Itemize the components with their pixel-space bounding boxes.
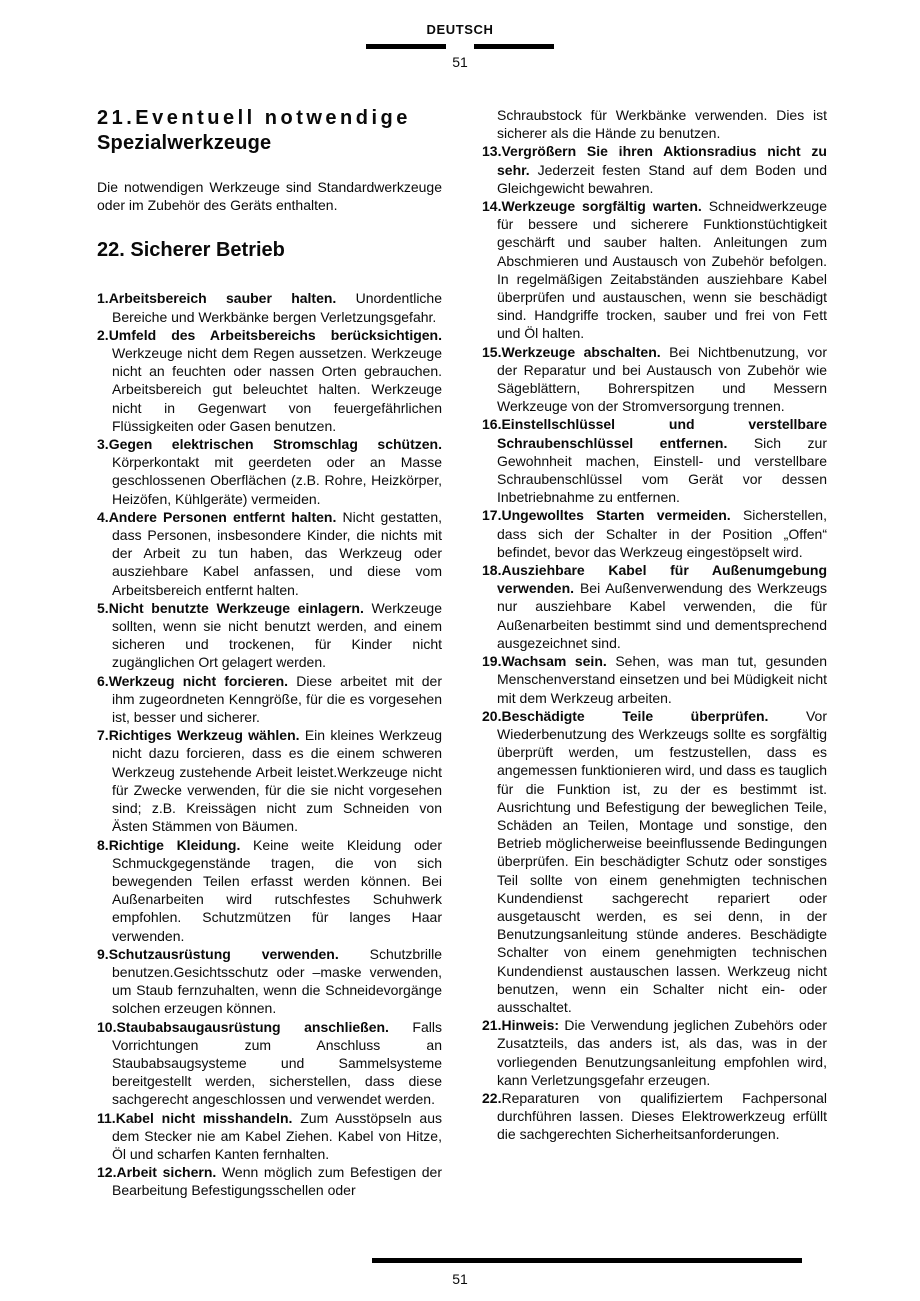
section-21-title-line2: Spezialwerkzeuge: [97, 132, 272, 154]
item-number: 10.: [97, 1018, 117, 1035]
item-text: Schneidwerkzeuge für bessere und sicherere Funktionstüchtigkeit geschärft und sauber halten. Anleitungen zum Abschmieren und Austausch von Zubehör befolgen. In regelmäßigen Zeitabständen ausziehbare Kabel überprüfen und austauschen, wenn sie beschädigt sind. Handgriffe trocken, sauber und frei von Fett und Öl halten.: [497, 198, 828, 342]
item-text: Sicherstellen, dass sich der Schalter in der Position „Offen“ befindet, bevor das Werkzeug eingestöpselt wird.: [497, 507, 827, 560]
item-lead: Arbeitsbereich sauber halten.: [108, 290, 337, 307]
item-lead: Ausziehbare Kabel für Außenumgebung verwenden.: [497, 562, 827, 597]
item-lead: Ungewolltes Starten vermeiden.: [501, 507, 731, 524]
item-text: Falls Vorrichtungen zum Anschluss an Staubabsaugsysteme und Sammelsysteme bereitgestellt werden, sicherstellen, dass diese sachgerecht angeschlossen und verwendet werden.: [112, 1018, 442, 1108]
item-number: 20.: [482, 707, 502, 724]
item-lead: Hinweis:: [501, 1017, 560, 1034]
header-rule: [97, 44, 823, 49]
item-lead: Werkzeuge sorgfältig warten.: [501, 198, 702, 215]
item-number: 16.: [482, 416, 502, 433]
content: [0, 70, 920, 1200]
item-number: 4.: [97, 508, 109, 525]
page-header: [97, 0, 823, 70]
item-12-continuation: Schraubstock für Werkbänke verwenden. Dies ist sicherer als die Hände zu benutzen.: [497, 107, 827, 142]
list-item: [97, 672, 442, 727]
item-number: 12.: [97, 1164, 117, 1181]
item-text: Werkzeuge nicht dem Regen aussetzen. Werkzeuge nicht an feuchten oder nassen Orten gebrauchen. Arbeitsbereich gut beleuchtet halten. Werkzeuge nicht in Gegenwart von feuergefährlichen Flüssigkeiten oder Gasen benutzen.: [112, 345, 442, 434]
item-number: 13.: [482, 143, 502, 160]
item-text: Ein kleines Werkzeug nicht dazu forcieren, dass es die einem schweren Werkzeug zustehende Arbeit leistet.Werkzeuge nicht für Zwecke verwenden, für die sie nicht vorgesehen sind; z.B. Kreissägen nicht zum Schneiden von Ästen Stämmen von Bäumen.: [112, 727, 442, 835]
page-number-bottom: 51: [452, 1271, 468, 1287]
item-number: 3.: [97, 436, 109, 453]
item-text: Werkzeuge sollten, wenn sie nicht benutzt werden, and einem sicheren und trockenen, für Kinder nicht zugänglichen Ort gelagert werden.: [112, 599, 442, 671]
header-rule-left: [366, 44, 446, 49]
item-text: Reparaturen von qualifiziertem Fachpersonal durchführen lassen. Dieses Elektrowerkzeug erfüllt die sachgerechten Sicherheitsanforderungen.: [497, 1089, 827, 1143]
item-number: 22.: [482, 1089, 502, 1106]
item-text: Vor Wiederbenutzung des Werkzeugs sollte es sorgfältig überprüft werden, um festzustellen, dass es angemessen funktionieren wird, und dass es tauglich für die Funktion ist, zu der es bestimmt ist. Ausrichtung und Befestigung der beweglichen Teile, Schäden an Teilen, Montage und sonstige, den Betrieb möglicherweise beeinflussende Bedingungen überprüfen. Ein beschädigter Schutz oder sonstiges Teil sollte von einem genehmigten technischen Kundendienst sachgerecht repariert oder ausgetauscht werden, es sei denn, in der Benutzungsanleitung stünde anderes. Beschädigte Schalter von einem genehmigten technischen Kundendienst austauschen lassen. Werkzeug nicht benutzen, wenn ein Schalter nicht ein- oder ausschaltet.: [497, 707, 828, 1015]
language-label: DEUTSCH: [426, 22, 494, 37]
list-item: [482, 707, 827, 1016]
item-number: 8.: [97, 836, 109, 853]
item-lead: Nicht benutzte Werkzeuge einlagern.: [108, 599, 364, 616]
item-lead: Richtiges Werkzeug wählen.: [108, 727, 300, 744]
item-text: Keine weite Kleidung oder Schmuckgegenstände tragen, die von sich bewegenden Teilen erfasst werden können. Bei Außenarbeiten wird rutschfestes Schuhwerk empfohlen. Schutzmützen für langes Haar verwenden.: [112, 836, 443, 944]
list-item: [482, 142, 827, 197]
item-number: 5.: [97, 599, 109, 616]
item-lead: Umfeld des Arbeitsbereichs berücksichtigen.: [108, 326, 442, 343]
list-item: [97, 326, 442, 435]
list-item: [97, 289, 442, 325]
list-item: [97, 435, 442, 508]
list-item: [97, 599, 442, 672]
item-number: 18.: [482, 562, 502, 579]
section-22-title: 22. Sicherer Betrieb: [97, 239, 285, 262]
item-text: Sich zur Gewohnheit machen, Einstell- und verstellbare Schraubenschlüssel vom Gerät vor dessen Inbetriebnahme zu entfernen.: [497, 434, 828, 506]
item-text: Die Verwendung jeglichen Zubehörs oder Zusatzteils, das anders ist, als das, was in der vorliegenden Benutzungsanleitung empfohlen wird, kann Verletzungsgefahr erzeugen.: [497, 1017, 827, 1088]
item-text: Wenn möglich zum Befestigen der Bearbeitung Befestigungsschellen oder: [112, 1164, 442, 1199]
list-item: [97, 945, 442, 1018]
list-item: [482, 561, 827, 652]
item-text: Sehen, was man tut, gesunden Menschenverstand einsetzen und bei Müdigkeit nicht mit dem Werkzeug arbeiten.: [497, 653, 827, 706]
list-item: [482, 652, 827, 707]
item-number: 17.: [482, 507, 502, 524]
right-column: [482, 106, 827, 1200]
item-text: Körperkontakt mit geerdeten oder an Masse geschlossenen Oberflächen (z.B. Rohre, Heizkörper, Heizöfen, Kühlgeräte) vermeiden.: [112, 454, 442, 507]
item-lead: Richtige Kleidung.: [108, 836, 241, 853]
item-lead: Staubabsaugausrüstung anschließen.: [116, 1018, 389, 1035]
item-text: Diese arbeitet mit der ihm zugeordneten Kenngröße, für die es vorgesehen ist, besser und sicherer.: [112, 672, 442, 726]
item-number: 15.: [482, 343, 502, 360]
list-item: [97, 508, 442, 599]
item-text: Schutzbrille benutzen.Gesichtsschutz oder –maske verwenden, um Staub fernzuhalten, wenn die Schneidevorgänge solchen erzeugen können.: [112, 945, 442, 1017]
list-item: [97, 726, 442, 835]
item-text: Nicht gestatten, dass Personen, insbesondere Kinder, die nichts mit der Arbeit zu tun haben, das Werkzeug oder ausziehbare Kabel anfassen, und diese vom Arbeitsbereich entfernt halten.: [112, 508, 442, 598]
item-text: Zum Ausstöpseln aus dem Stecker nie am Kabel Ziehen. Kabel von Hitze, Öl und scharfen Kanten fernhalten.: [112, 1109, 442, 1162]
list-item: [482, 343, 827, 416]
page-number-top: 51: [452, 54, 468, 70]
list-item: [482, 415, 827, 506]
item-lead: Beschädigte Teile überprüfen.: [501, 707, 769, 724]
list-item: [482, 1016, 827, 1089]
left-column: [97, 106, 442, 1200]
item-lead: Arbeit sichern.: [116, 1164, 217, 1181]
item-number: 21.: [482, 1017, 502, 1034]
list-item: [97, 1163, 442, 1199]
section-21-paragraph: Die notwendigen Werkzeuge sind Standardwerkzeuge oder im Zubehör des Geräts enthalten.: [97, 179, 442, 214]
list-item: [97, 1109, 442, 1164]
item-number: 1.: [97, 290, 109, 307]
item-text: Unordentliche Bereiche und Werkbänke bergen Verletzungsgefahr.: [112, 290, 442, 325]
safety-list-right: [482, 142, 827, 1143]
item-number: 19.: [482, 653, 502, 670]
list-item: [97, 1018, 442, 1109]
item-lead: Einstellschlüssel und verstellbare Schraubenschlüssel entfernen.: [497, 416, 827, 451]
section-21-title-line1: 21.Eventuell notwendige: [97, 107, 411, 129]
item-number: 2.: [97, 326, 109, 343]
header-rule-right: [474, 44, 554, 49]
item-text: Bei Außenverwendung des Werkzeugs nur ausziehbare Kabel verwenden, die für Außenarbeiten bestimmt sind und dementsprechend ausgezeichnet sind.: [497, 580, 827, 651]
section-21-title: [97, 106, 442, 156]
item-lead: Werkzeug nicht forcieren.: [108, 672, 289, 689]
item-number: 6.: [97, 672, 109, 689]
item-lead: Schutzausrüstung verwenden.: [108, 945, 339, 962]
list-item: [482, 1089, 827, 1144]
footer-rule: [372, 1258, 802, 1263]
item-lead: Vergrößern Sie ihren Aktionsradius nicht zu sehr.: [497, 143, 827, 178]
list-item: [97, 836, 442, 945]
item-lead: Andere Personen entfernt halten.: [108, 508, 337, 525]
item-lead: Gegen elektrischen Stromschlag schützen.: [108, 436, 442, 453]
list-item: [482, 197, 827, 343]
item-number: 11.: [97, 1109, 116, 1126]
item-number: 14.: [482, 198, 502, 215]
item-text: Jederzeit festen Stand auf dem Boden und Gleichgewicht bewahren.: [497, 161, 827, 196]
item-number: 9.: [97, 945, 109, 962]
item-lead: Kabel nicht misshandeln.: [115, 1109, 293, 1126]
safety-list-left: [97, 289, 442, 1199]
list-item: [482, 506, 827, 561]
item-lead: Werkzeuge abschalten.: [501, 343, 661, 360]
item-lead: Wachsam sein.: [501, 653, 607, 670]
item-text: Bei Nichtbenutzung, vor der Reparatur und bei Austausch von Zubehör wie Sägeblättern, Bohrerspitzen und Messern Werkzeuge von der Stromversorgung trennen.: [497, 343, 828, 415]
item-number: 7.: [97, 727, 109, 744]
